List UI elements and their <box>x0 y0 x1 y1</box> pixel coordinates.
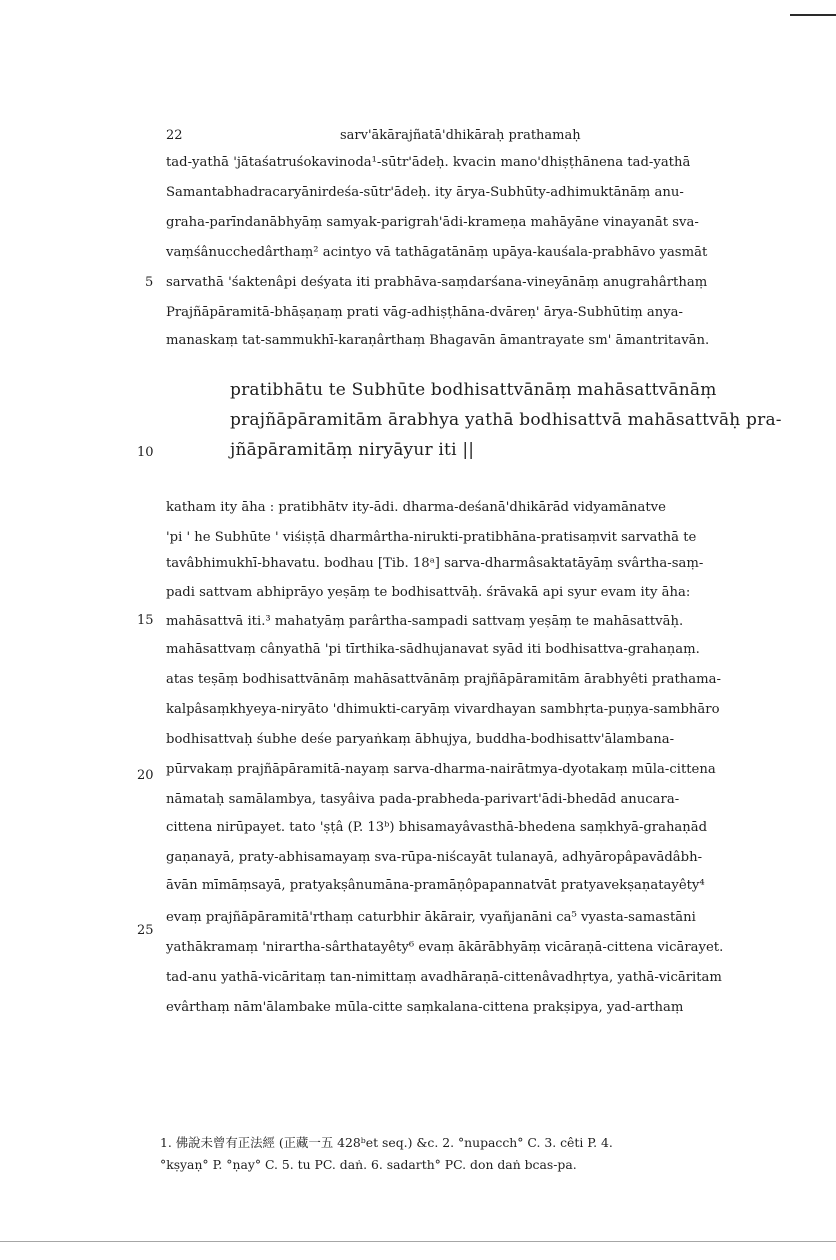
verse-line: pratibhātu te Subhūte bodhisattvānāṃ mahāsattvānāṃ <box>230 380 717 400</box>
text-line: pūrvakaṃ prajñāpāramitā-nayaṃ sarva-dharma-nairātmya-dyotakaṃ mūla-cittena <box>166 762 716 777</box>
text-line: katham ity āha : pratibhātv ity-ādi. dharma-deśanā'dhikārād vidyamānatve <box>166 500 666 515</box>
running-title: sarv'ākārajñatā'dhikāraḥ prathamaḥ <box>340 128 581 143</box>
footnote-line: °kṣyaṇ° P. °ṇay° C. 5. tu PC. daṅ. 6. sadarth° PC. don daṅ bcas-pa. <box>160 1157 577 1172</box>
line-number-15: 15 <box>137 613 154 628</box>
text-line: sarvathā 'śaktenâpi deśyata iti prabhāva-saṃdarśana-vineyānāṃ anugrahârthaṃ <box>166 275 708 290</box>
text-line: yathākramaṃ 'nirartha-sârthatayêty⁶ evaṃ ākārābhyāṃ vicāraṇā-cittena vicārayet. <box>166 940 724 955</box>
text-line: graha-parīndanābhyāṃ samyak-parigrah'ādi-krameṇa mahāyāne vinayanāt sva- <box>166 215 699 230</box>
text-line: Samantabhadracaryānirdeśa-sūtr'ādeḥ. ity ārya-Subhūty-adhimuktānāṃ anu- <box>166 185 684 200</box>
text-line: atas teṣāṃ bodhisattvānāṃ mahāsattvānāṃ prajñāpāramitām ārabhyêti prathama- <box>166 672 721 687</box>
text-line: āvān mīmāṃsayā, pratyakṣânumāna-pramāṇôpapannatvāt pratyavekṣaṇatayêty⁴ <box>166 878 705 893</box>
text-line: vaṃśânucchedârthaṃ² acintyo vā tathāgatānāṃ upāya-kauśala-prabhāvo yasmāt <box>166 245 708 260</box>
root-verse <box>230 380 790 470</box>
text-line: tavâbhimukhī-bhavatu. bodhau [Tib. 18ᵃ] sarva-dharmâsaktatāyāṃ svârtha-saṃ- <box>166 556 704 571</box>
running-header <box>0 128 836 148</box>
line-number-10: 10 <box>137 445 154 460</box>
line-number-5: 5 <box>145 275 154 290</box>
text-line: evaṃ prajñāpāramitā'rthaṃ caturbhir ākārair, vyañjanāni ca⁵ vyasta-samastāni <box>166 910 696 925</box>
text-line: evârthaṃ nām'ālambake mūla-citte saṃkalana-cittena prakṣipya, yad-arthaṃ <box>166 1000 684 1015</box>
text-line: kalpâsaṃkhyeya-niryāto 'dhimukti-caryāṃ vivardhayan sambhṛta-puṇya-sambhāro <box>166 702 720 717</box>
line-number-20: 20 <box>137 768 154 783</box>
text-line: nāmataḥ samālambya, tasyâiva pada-prabheda-parivart'ādi-bhedād anucara- <box>166 792 680 807</box>
paragraph-intro <box>166 155 776 348</box>
text-line: tad-yathā 'jātaśatruśokavinoda¹-sūtr'ādeḥ. kvacin mano'dhiṣṭhānena tad-yathā <box>166 155 691 170</box>
line-number-25: 25 <box>137 923 154 938</box>
text-line: cittena nirūpayet. tato 'ṣṭâ (P. 13ᵇ) bhisamayâvasthā-bhedena saṃkhyā-grahaṇād <box>166 820 708 835</box>
text-line: manaskaṃ tat-sammukhī-karaṇârthaṃ Bhagavān āmantrayate sm' āmantritavān. <box>166 333 710 348</box>
text-line: mahāsattvaṃ cânyathā 'pi tīrthika-sādhujanavat syād iti bodhisattva-grahaṇaṃ. <box>166 642 700 657</box>
footnote-line: 1. 佛說未曾有正法經 (正藏一五 428ᵇet seq.) &c. 2. °nupacch° C. 3. cêti P. 4. <box>160 1135 613 1150</box>
top-edge-mark <box>790 14 836 16</box>
text-line: tad-anu yathā-vicāritaṃ tan-nimittaṃ avadhāraṇā-cittenâvadhṛtya, yathā-vicāritam <box>166 970 722 985</box>
verse-line: prajñāpāramitām ārabhya yathā bodhisattvā mahāsattvāḥ pra- <box>230 410 782 430</box>
page-number: 22 <box>166 128 183 143</box>
text-line: bodhisattvaḥ śubhe deśe paryaṅkaṃ ābhujya, buddha-bodhisattv'ālambana- <box>166 732 675 747</box>
text-line: mahāsattvā iti.³ mahatyāṃ parârtha-sampadi sattvaṃ yeṣāṃ te mahāsattvāḥ. <box>166 614 684 629</box>
verse-line: jñāpāramitāṃ niryāyur iti || <box>230 440 475 460</box>
bottom-edge-rule <box>0 1241 836 1242</box>
text-line: Prajñāpāramitā-bhāṣaṇaṃ prati vāg-adhiṣṭhāna-dvāreṇ' ārya-Subhūtiṃ anya- <box>166 305 683 320</box>
text-line: 'pi ' he Subhūte ' viśiṣṭā dharmârtha-nirukti-pratibhāna-pratisaṃvit sarvathā te <box>166 530 697 545</box>
paragraph-commentary <box>166 500 776 1120</box>
text-line: gaṇanayā, praty-abhisamayaṃ sva-rūpa-niścayāt tulanayā, adhyāropâpavādâbh- <box>166 850 703 865</box>
text-line: padi sattvam abhiprāyo yeṣāṃ te bodhisattvāḥ. śrāvakā api syur evam ity āha: <box>166 585 691 600</box>
